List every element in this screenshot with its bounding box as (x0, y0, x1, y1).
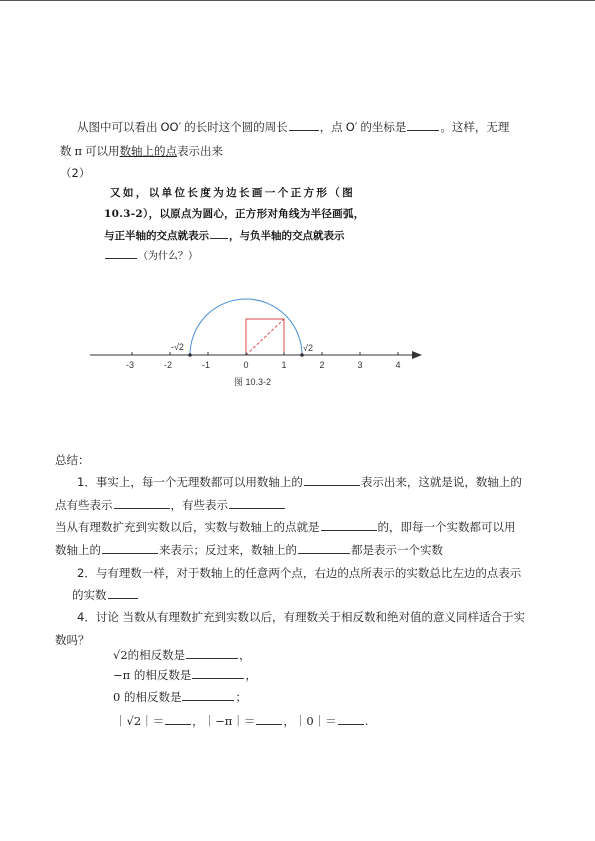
blank-correspondence[interactable] (321, 520, 377, 531)
intro-text: ，点 (319, 120, 343, 134)
figure-text-line-1: 又如，以单位长度为边长画一个正方形（图 (110, 187, 356, 199)
exercise-2 (113, 668, 257, 682)
intro-text: 表示出来 (177, 144, 224, 158)
summary-text: 数轴上的 (55, 543, 101, 557)
tick-label: 0 (243, 360, 249, 370)
exercise-text: √2的相反数是 (113, 648, 186, 662)
summary-text: 表示出来，这就是说，数轴上的 (360, 475, 522, 489)
exercise-text: ， (239, 648, 251, 662)
summary-text: ，有些表示 (170, 498, 228, 512)
blank-some-represent-1[interactable] (114, 498, 170, 509)
tick-label: -2 (164, 360, 173, 370)
figure-text: 与正半轴的交点就表示 (104, 230, 209, 242)
summary-p1-line-1 (77, 475, 522, 489)
exercise-text: ，｜−π｜＝ (192, 714, 256, 728)
tick-label: 2 (319, 360, 325, 370)
neg-sqrt2-label: -√2 (171, 342, 184, 352)
tick-label: -3 (126, 360, 135, 370)
summary-p4-line-2: 数吗？ (55, 633, 90, 647)
intro-text: 的坐标是 (360, 120, 407, 134)
blank-abs-zero[interactable] (338, 714, 364, 725)
exercise-text: ，｜0｜＝ (283, 714, 337, 728)
exercise-text: −π 的相反数是 (113, 668, 192, 682)
summary-p1-line-2 (55, 498, 286, 512)
figure-caption: 图 10.3-2 (234, 377, 272, 387)
summary-text: 点有些表示 (55, 498, 113, 512)
exercise-3 (113, 690, 247, 704)
blank-greater[interactable] (108, 588, 138, 599)
intro-text: 数 (60, 144, 72, 158)
blank-represent-by[interactable] (102, 543, 158, 554)
summary-p1-line-4 (55, 543, 443, 557)
exercise-text: . (364, 714, 369, 728)
exercise-4 (115, 714, 368, 728)
square-diagonal (246, 319, 284, 355)
exercise-1 (113, 648, 251, 662)
blank-every-point[interactable] (298, 543, 350, 554)
exercise-text: ； (235, 690, 247, 704)
figure-text: （为什么？） (138, 251, 198, 262)
intro-text: 的长时这个圆的周长 (184, 120, 288, 134)
blank-abs-pi[interactable] (256, 714, 282, 725)
summary-p4-line-1: 4．讨论 当数从有理数扩充到实数以后，有理数关于相反数和绝对值的意义同样适合于实 (77, 610, 525, 624)
blank-abs-sqrt2[interactable] (165, 714, 191, 725)
intro-underlined-phrase: 数轴上的点 (119, 144, 178, 158)
intro-text: 从图中可以看出 (77, 120, 158, 134)
number-line-figure (0, 0, 595, 400)
tick-label: 3 (357, 360, 363, 370)
intro-o-prime: O′ (345, 120, 358, 134)
exercise-text: ， (245, 668, 257, 682)
pos-sqrt2-label: √2 (303, 343, 313, 353)
summary-text: 1．事实上，每一个无理数都可以用数轴上的 (77, 475, 303, 489)
blank-point[interactable] (304, 475, 360, 486)
section-2-label: （2） (60, 166, 91, 180)
exercise-text: 0 的相反数是 (113, 690, 182, 704)
exercise-text: ｜√2｜＝ (115, 714, 165, 728)
figure-text: ，与负半轴的交点就表示 (229, 230, 345, 242)
blank-opposite-pi[interactable] (192, 668, 244, 679)
tick-label: -1 (202, 360, 211, 370)
neg-sqrt2-point (188, 353, 192, 357)
pos-sqrt2-point (300, 353, 304, 357)
tick-label: 1 (281, 360, 287, 370)
pi-symbol: π (74, 144, 83, 158)
summary-text: 来表示；反过来，数轴上的 (159, 543, 297, 557)
summary-text: 的实数 (72, 588, 107, 602)
summary-text: 的，即每一个实数都可以用 (377, 520, 516, 534)
blank-opposite-zero[interactable] (182, 690, 234, 701)
intro-text: 。这样，无理 (440, 120, 510, 134)
summary-p2-line-2 (72, 588, 139, 602)
figure-text-line-2: 10.3-2），以原点为圆心，正方形对角线为半径画弧， (104, 208, 365, 220)
intro-oo-prime: OO′ (160, 120, 182, 134)
summary-title: 总结： (55, 453, 90, 467)
axis-arrow-icon (412, 351, 422, 359)
blank-some-represent-2[interactable] (229, 498, 285, 509)
summary-text: 都是表示一个实数 (351, 543, 443, 557)
summary-text: 当从有理数扩充到实数以后，实数与数轴上的点就是 (55, 520, 320, 534)
summary-p1-line-3 (55, 520, 516, 534)
tick-label: 4 (395, 360, 401, 370)
summary-p2-line-1: 2．与有理数一样，对于数轴上的任意两个点，右边的点所表示的实数总比左边的点表示 (77, 566, 522, 580)
intro-text: 可以用 (85, 144, 120, 158)
blank-opposite-sqrt2[interactable] (186, 648, 238, 659)
